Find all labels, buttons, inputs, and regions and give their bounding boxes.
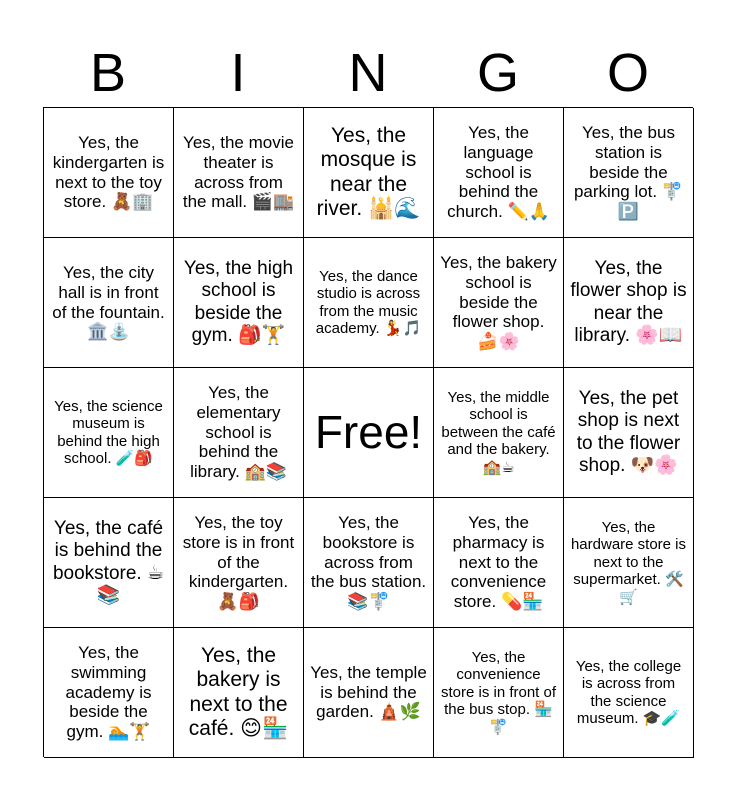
cell-text: Yes, the movie theater is across from the mall. 🎬🏬 — [182, 133, 295, 212]
cell-text: Yes, the bakery school is beside the flower shop. 🍰🌸 — [440, 253, 557, 352]
bingo-cell-r2-c3[interactable] — [304, 238, 434, 368]
bingo-cell-r4-c3[interactable] — [304, 498, 434, 628]
bingo-cell-r3-c4[interactable] — [434, 368, 564, 498]
free-space-text: Free! — [314, 405, 423, 458]
cell-text: Yes, the café is behind the bookstore. ☕📚 — [52, 518, 165, 606]
cell-text: Yes, the swimming academy is beside the gym. 🏊🏋️ — [65, 643, 152, 742]
cell-text: Yes, the toy store is in front of the kindergarten. 🧸🎒 — [182, 513, 295, 612]
bingo-cell-r5-c4[interactable] — [434, 628, 564, 758]
bingo-cell-r3-c2[interactable] — [174, 368, 304, 498]
bingo-cell-r2-c1[interactable] — [44, 238, 174, 368]
cell-text: Yes, the college is across from the science museum. 🎓🧪 — [575, 657, 682, 727]
bingo-cell-r5-c3[interactable] — [304, 628, 434, 758]
bingo-cell-r3-c1[interactable] — [44, 368, 174, 498]
cell-text: Yes, the temple is behind the garden. 🛕🌿 — [310, 662, 427, 722]
bingo-cell-free[interactable] — [304, 368, 434, 498]
header-letter-o: O — [606, 43, 649, 103]
cell-text: Yes, the science museum is behind the high school. 🧪🎒 — [54, 397, 163, 467]
bingo-cell-r4-c1[interactable] — [44, 498, 174, 628]
cell-text: Yes, the bookstore is across from the bus station. 📚🚏 — [310, 513, 427, 612]
header-letter-b: B — [89, 43, 127, 103]
bingo-cell-r2-c5[interactable] — [564, 238, 694, 368]
cell-text: Yes, the middle school is between the café and the bakery. 🏫☕ — [441, 389, 556, 476]
bingo-header — [43, 40, 693, 106]
header-letter-i: I — [230, 43, 246, 103]
bingo-cell-r1-c2[interactable] — [174, 108, 304, 238]
bingo-cell-r4-c2[interactable] — [174, 498, 304, 628]
cell-text: Yes, the dance studio is across from the music academy. 💃🎵 — [315, 267, 422, 337]
bingo-cell-r3-c5[interactable] — [564, 368, 694, 498]
cell-text: Yes, the flower shop is near the library. 🌸📖 — [570, 258, 687, 346]
bingo-cell-r5-c2[interactable] — [174, 628, 304, 758]
bingo-cell-r1-c4[interactable] — [434, 108, 564, 238]
bingo-cell-r2-c4[interactable] — [434, 238, 564, 368]
bingo-cell-r1-c5[interactable] — [564, 108, 694, 238]
cell-text: Yes, the mosque is near the river. 🕌🌊 — [316, 123, 421, 220]
bingo-cell-r1-c3[interactable] — [304, 108, 434, 238]
bingo-grid — [43, 107, 693, 757]
cell-text: Yes, the language school is behind the church. ✏️🙏 — [447, 123, 550, 222]
cell-text: Yes, the high school is beside the gym. 🎒🏋️ — [183, 258, 294, 346]
bingo-cell-r4-c5[interactable] — [564, 498, 694, 628]
cell-text: Yes, the pharmacy is next to the convenience store. 💊🏪 — [450, 513, 547, 612]
cell-text: Yes, the bus station is beside the parking lot. 🚏🅿️ — [573, 123, 684, 222]
cell-text: Yes, the convenience store is in front of the bus stop. 🏪🚏 — [440, 649, 557, 736]
cell-text: Yes, the kindergarten is next to the toy store. 🧸🏢 — [52, 133, 165, 212]
header-letter-n: N — [348, 43, 388, 103]
bingo-cell-r5-c1[interactable] — [44, 628, 174, 758]
header-letter-g: G — [476, 43, 519, 103]
bingo-cell-r1-c1[interactable] — [44, 108, 174, 238]
cell-text: Yes, the elementary school is behind the library. 🏫📚 — [190, 383, 287, 482]
cell-text: Yes, the pet shop is next to the flower shop. 🐶🌸 — [576, 388, 681, 476]
cell-text: Yes, the city hall is in front of the fountain. 🏛️⛲ — [52, 263, 165, 342]
bingo-cell-r4-c4[interactable] — [434, 498, 564, 628]
cell-text: Yes, the bakery is next to the café. 😊🏪 — [188, 643, 289, 740]
cell-text: Yes, the hardware store is next to the supermarket. 🛠️🛒 — [570, 519, 687, 606]
bingo-cell-r5-c5[interactable] — [564, 628, 694, 758]
bingo-cell-r2-c2[interactable] — [174, 238, 304, 368]
